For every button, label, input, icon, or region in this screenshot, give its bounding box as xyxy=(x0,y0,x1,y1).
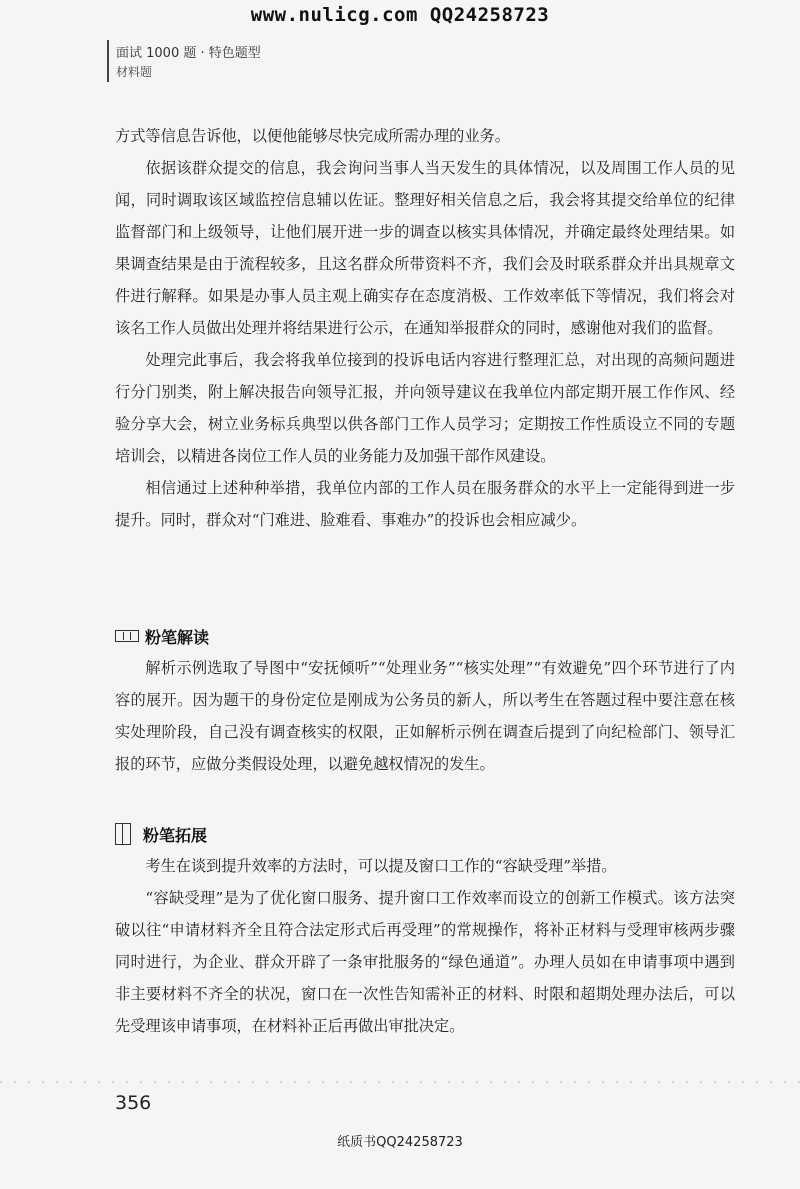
chapter-subtitle: 材料题 xyxy=(116,65,153,79)
section-title: 粉笔解读 xyxy=(145,627,210,647)
header-divider xyxy=(107,40,109,82)
scan-artifact-line xyxy=(0,1081,800,1083)
section-heading-tuozhan xyxy=(115,822,207,846)
paragraph: 处理完此事后，我会将我单位接到的投诉电话内容进行整理汇总，对出现的高频问题进行分门别类，附上解决报告向领导汇报，并向领导建议在我单位内部定期开展工作作风、经验分享大会，树立业务标兵典型以供各部门工作人员学习；定期按工作性质设立不同的专题培训会，以精进各岗位工作人员的业务能力及加强干部作风建设。 xyxy=(115,351,735,465)
paragraph: 方式等信息告诉他，以便他能够尽快完成所需办理的业务。 xyxy=(115,127,510,145)
book-title: 面试 1000 题 · 特色题型 xyxy=(116,46,261,61)
section-heading-jiedu xyxy=(115,624,209,648)
extension-body xyxy=(115,850,735,1042)
main-body xyxy=(115,120,735,536)
page-number: 356 xyxy=(115,1092,152,1114)
paragraph: 依据该群众提交的信息，我会询问当事人当天发生的具体情况，以及周围工作人员的见闻，同时调取该区域监控信息辅以佐证。整理好相关信息之后，我会将其提交给单位的纪律监督部门和上级领导，让他们展开进一步的调查以核实具体情况，并确定最终处理结果。如果调查结果是由于流程较多，且这名群众所带资料不齐，我们会及时联系群众并出具规章文件进行解释。如果是办事人员主观上确实存在态度消极、工作效率低下等情况，我们将会对该名工作人员做出处理并将结果进行公示，在通知举报群众的同时，感谢他对我们的监督。 xyxy=(115,159,735,337)
interpretation-body xyxy=(115,652,735,780)
paragraph: 相信通过上述种种举措，我单位内部的工作人员在服务群众的水平上一定能得到进一步提升。同时，群众对“门难进、脸难看、事难办”的投诉也会相应减少。 xyxy=(115,479,735,529)
interpretation-icon xyxy=(115,630,139,642)
section-title: 粉笔拓展 xyxy=(143,825,208,845)
paragraph: “容缺受理”是为了优化窗口服务、提升窗口工作效率而设立的创新工作模式。该方法突破以往“申请材料齐全且符合法定形式后再受理”的常规操作，将补正材料与受理审核两步骤同时进行，为企业、群众开辟了一条审批服务的“绿色通道”。办理人员如在申请事项中遇到非主要材料不齐全的状况，窗口在一次性告知需补正的材料、时限和超期处理办法后，可以先受理该申请事项，在材料补正后再做出审批决定。 xyxy=(115,889,735,1035)
top-banner: www.nulicg.com QQ24258723 xyxy=(250,4,550,26)
paragraph: 解析示例选取了导图中“安抚倾听”“处理业务”“核实处理”“有效避免”四个环节进行了内容的展开。因为题干的身份定位是刚成为公务员的新人，所以考生在答题过程中要注意在核实处理阶段，自己没有调查核实的权限，正如解析示例在调查后提到了向纪检部门、领导汇报的环节，应做分类假设处理，以避免越权情况的发生。 xyxy=(115,659,735,773)
footer-note: 纸质书QQ24258723 xyxy=(337,1135,463,1150)
book-icon xyxy=(115,823,131,845)
paragraph: 考生在谈到提升效率的方法时，可以提及窗口工作的“容缺受理”举措。 xyxy=(145,857,617,875)
